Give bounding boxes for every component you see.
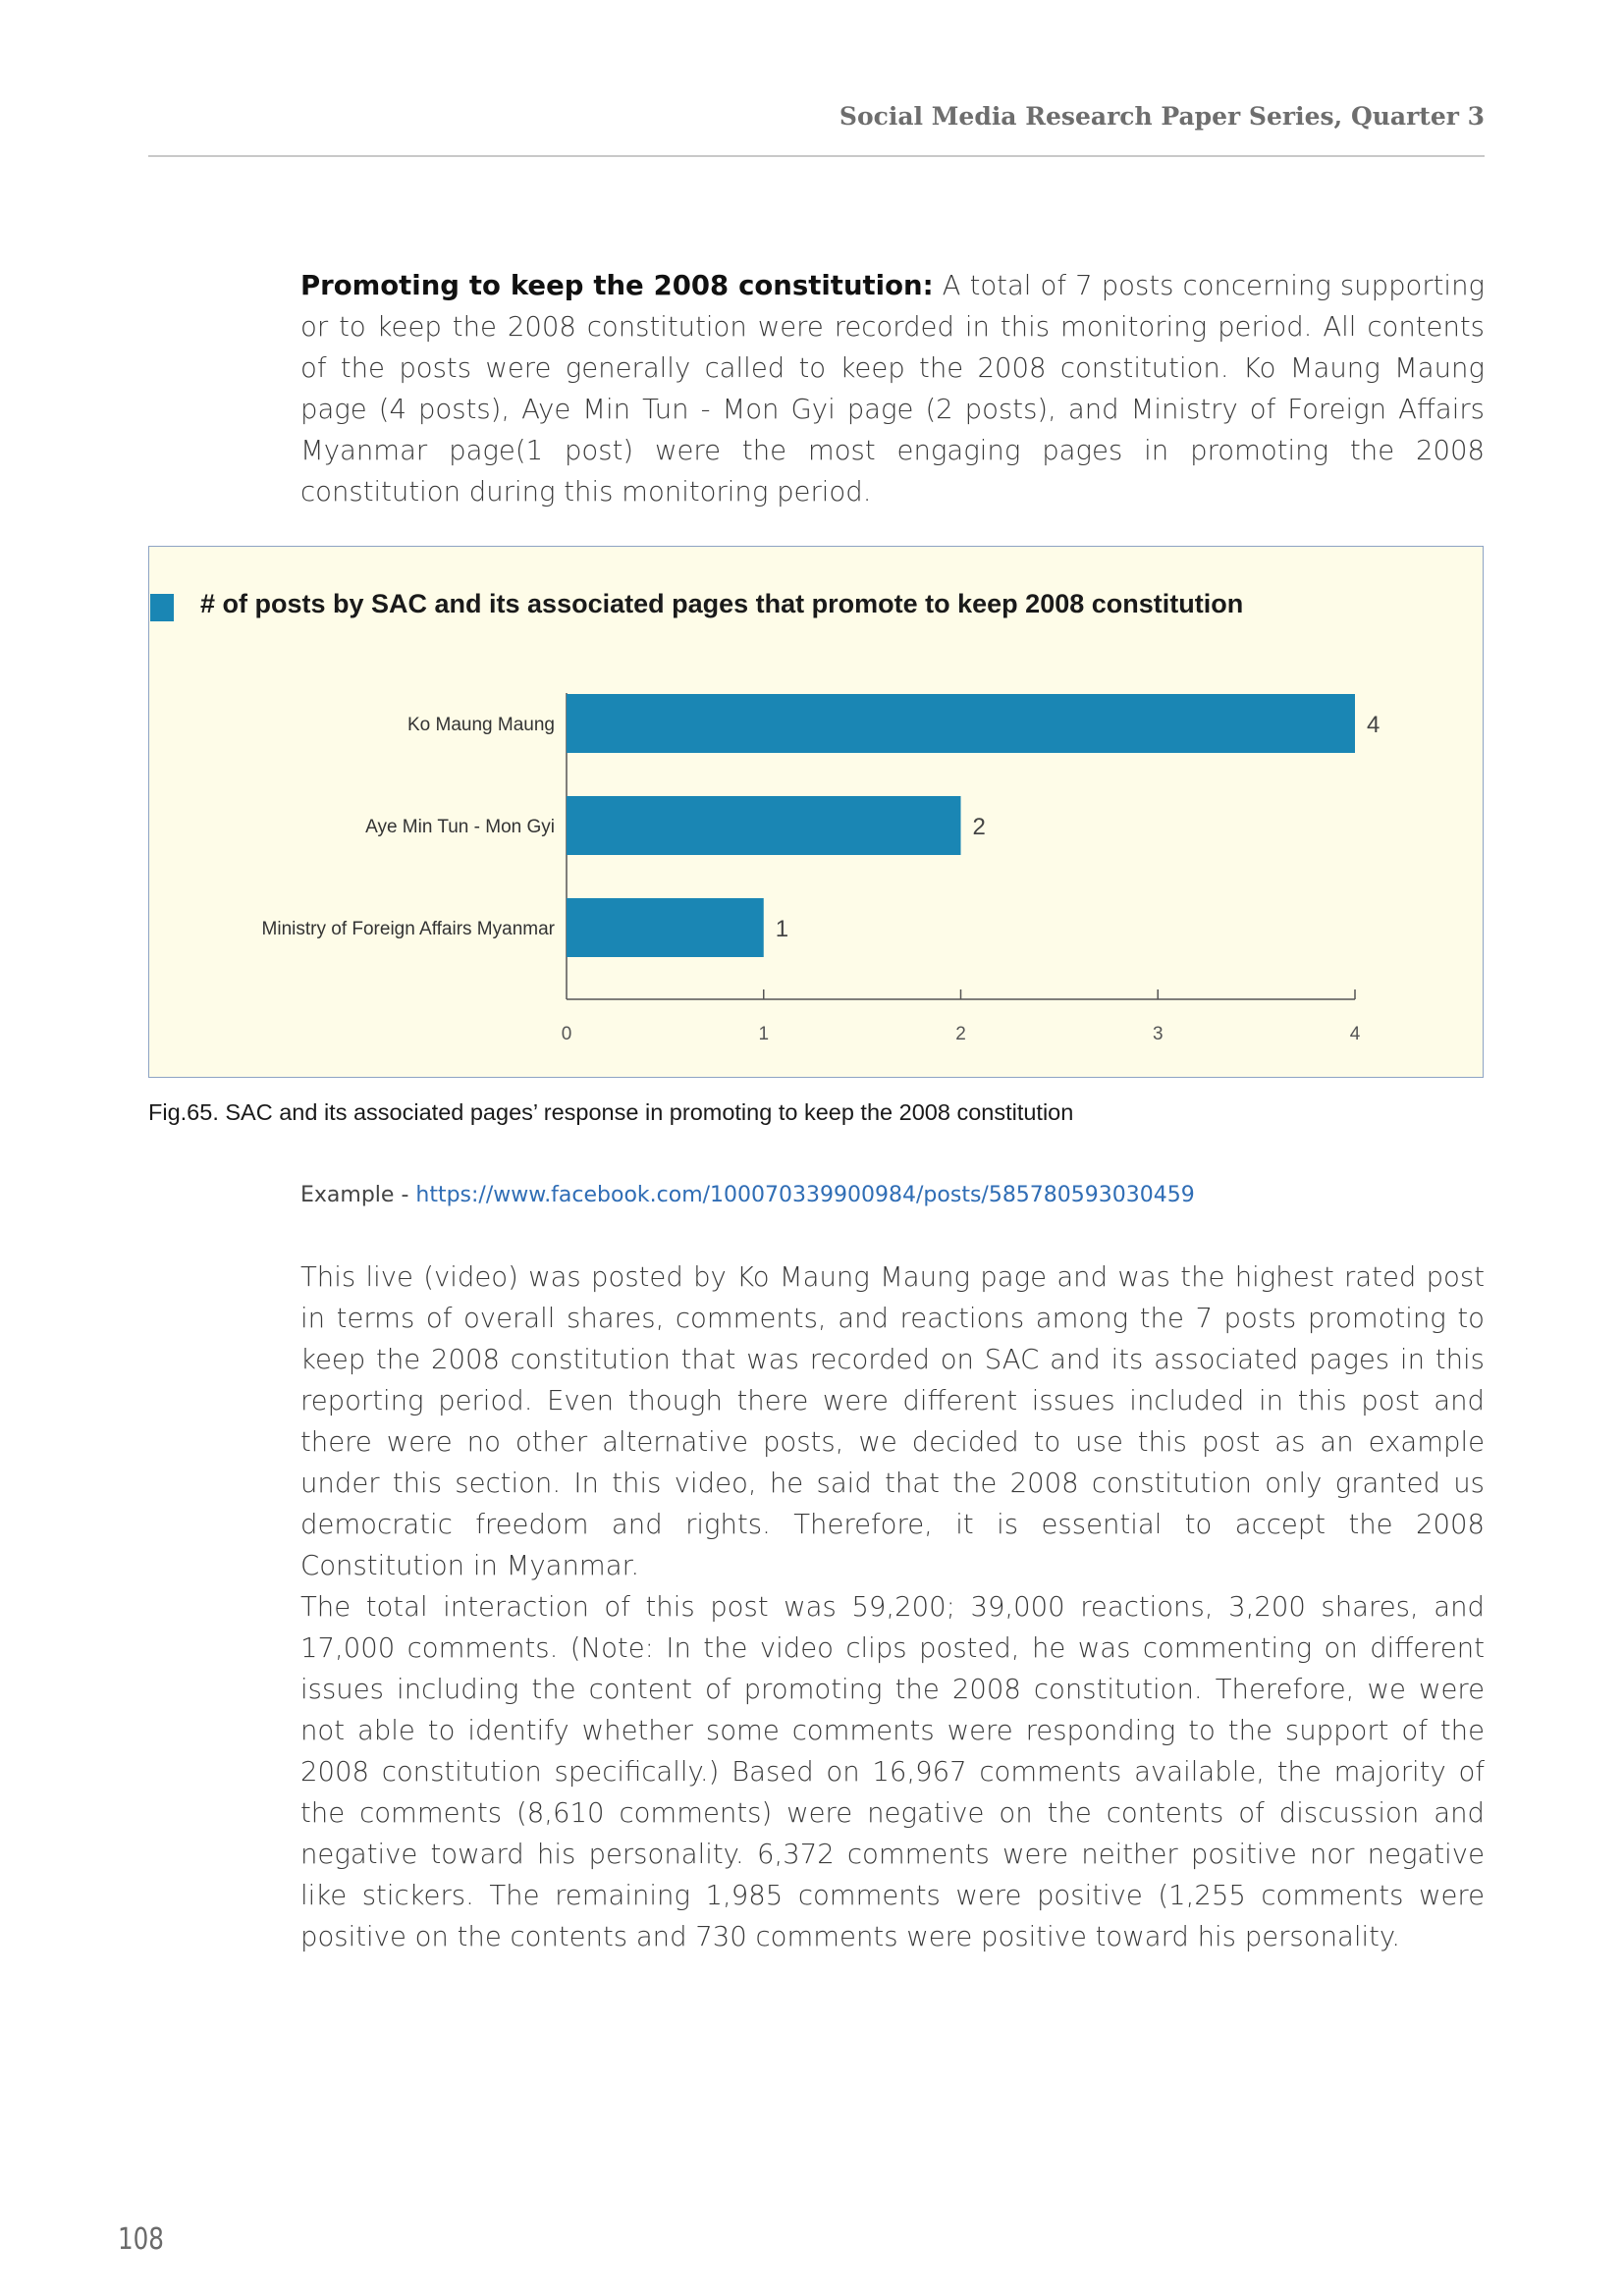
- x-tick-label-1: 1: [758, 1024, 770, 1044]
- category-label-2: Ministry of Foreign Affairs Myanmar: [261, 919, 555, 939]
- x-tick-label-0: 0: [561, 1024, 572, 1044]
- intro-text: A total of 7 posts concerning supporting or to keep the 2008 constitution were recorded in this monitoring period. All contents of the posts were generally called to keep the 2008 constitution. Ko Maung Maung page (4 posts), Aye Min Tun - Mon Gyi page (2 posts), and Ministry of Foreign Affairs Myanmar page(1 post) were the most engaging pages in promoting the 2008 constitution during this monitoring period.: [300, 270, 1486, 507]
- page-number: 108: [118, 2222, 164, 2257]
- body-paragraph-2: The total interaction of this post was 59,200; 39,000 reactions, 3,200 shares, and 17,000 comments. (Note: In the video clips posted, he was commenting on different issues including the content of promoting the 2008 constitution. Therefore, we were not able to identify whether some comments were responding to the support of the 2008 constitution specifically.) Based on 16,967 comments available, the majority of the comments (8,610 comments) were negative on the contents of discussion and negative toward his personality. 6,372 comments were neither positive nor negative like stickers. The remaining 1,985 comments were positive (1,255 comments were positive on the contents and 730 comments were positive toward his personality.: [300, 1591, 1485, 1952]
- x-tick-label-4: 4: [1349, 1024, 1361, 1044]
- running-header: Social Media Research Paper Series, Quarter 3: [839, 102, 1485, 131]
- bar-0: [567, 694, 1355, 753]
- bar-chart: [0, 0, 1624, 1080]
- category-label-1: Aye Min Tun - Mon Gyi: [365, 817, 555, 837]
- x-tick-label-2: 2: [955, 1024, 966, 1044]
- bar-1: [567, 796, 961, 855]
- data-label-2: 1: [775, 916, 789, 942]
- data-label-1: 2: [972, 814, 986, 840]
- data-label-0: 4: [1367, 712, 1380, 738]
- x-tick-label-3: 3: [1152, 1024, 1164, 1044]
- example-label: Example -: [300, 1183, 416, 1207]
- category-label-0: Ko Maung Maung: [407, 715, 555, 735]
- example-line: [300, 1183, 1195, 1207]
- example-link[interactable]: https://www.facebook.com/100070339900984/posts/585780593030459: [415, 1183, 1195, 1207]
- intro-lead: Promoting to keep the 2008 constitution:: [300, 270, 934, 301]
- figure-caption: Fig.65. SAC and its associated pages’ response in promoting to keep the 2008 constitution: [148, 1099, 1074, 1125]
- bar-2: [567, 898, 764, 957]
- body-paragraph-1: This live (video) was posted by Ko Maung Maung page and was the highest rated post in terms of overall shares, comments, and reactions among the 7 posts promoting to keep the 2008 constitution that was recorded on SAC and its associated pages in this reporting period. Even though there were different issues included in this post and there were no other alternative posts, we decided to use this post as an example under this section. In this video, he said that the 2008 constitution only granted us democratic freedom and rights. Therefore, it is essential to accept the 2008 Constitution in Myanmar.: [300, 1261, 1485, 1581]
- chart-title: # of posts by SAC and its associated pages that promote to keep 2008 constitution: [200, 589, 1244, 618]
